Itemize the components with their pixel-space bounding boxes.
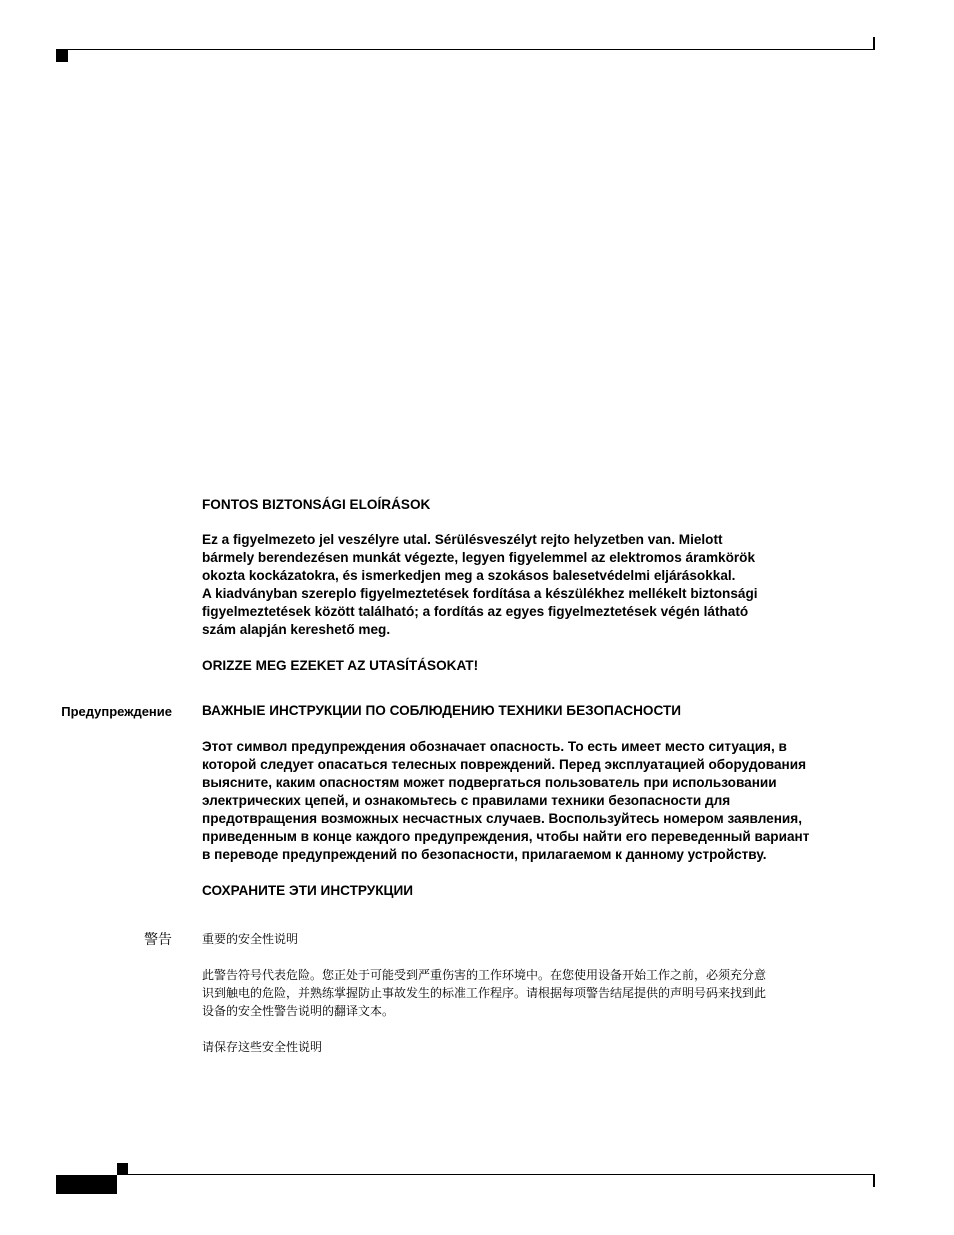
header-rule xyxy=(56,49,875,50)
footer-page-tab xyxy=(56,1175,117,1194)
chinese-closing: 请保存这些安全性说明 xyxy=(202,1040,323,1054)
hungarian-body: Ez a figyelmezeto jel veszélyre utal. Sérülésveszélyt rejto helyzetben van. Mielott bármely berendezésen munkát végezte, legyen figyelemmel az elektromos áramkörök okozta kockázatokra, és ismerkedjen meg a szokásos balesetvédelmi eljárásokkal. A kiadványban szereplo figyelmeztetések fordítása a készülékhez mellékelt biztonsági figyelmeztetések között található; a fordítás az egyes figyelmeztetések végén látható szám alapján kereshető meg. xyxy=(202,532,758,637)
footer-tick xyxy=(873,1175,875,1187)
hungarian-title: FONTOS BIZTONSÁGI ELOÍRÁSOK xyxy=(202,497,431,512)
footer-mark-small xyxy=(117,1163,128,1174)
header-corner-mark xyxy=(56,50,68,62)
chinese-body: 此警告符号代表危险。您正处于可能受到严重伤害的工作环境中。在您使用设备开始工作之前，必须充分意 识到触电的危险，并熟练掌握防止事故发生的标准工作程序。请根据每项警告结尾提供的声明号码来找到此 设备的安全性警告说明的翻译文本。 xyxy=(202,968,767,1018)
hungarian-closing: ORIZZE MEG EZEKET AZ UTASÍTÁSOKAT! xyxy=(202,658,479,673)
chinese-title: 重要的安全性说明 xyxy=(202,932,299,946)
footer-rule xyxy=(117,1174,875,1175)
chinese-warning-label: 警告 xyxy=(144,932,172,948)
russian-title: ВАЖНЫЕ ИНСТРУКЦИИ ПО СОБЛЮДЕНИЮ ТЕХНИКИ БЕЗОПАСНОСТИ xyxy=(202,703,682,718)
russian-closing: СОХРАНИТЕ ЭТИ ИНСТРУКЦИИ xyxy=(202,883,414,898)
russian-body: Этот символ предупреждения обозначает опасность. То есть имеет место ситуация, в которой следует опасаться телесных повреждений. Перед эксплуатацией оборудования выясните, каким опасностям может подвергаться пользователь при использовании электрических цепей, и ознакомьтесь с правилами техники безопасности для предотвращения возможных несчастных случаев. Воспользуйтесь номером заявления, приведенным в конце каждого предупреждения, чтобы найти его переведенный вариант в переводе предупреждений по безопасности, прилагаемом к данному устройству. xyxy=(202,739,810,862)
russian-warning-label: Предупреждение xyxy=(61,704,172,719)
header-tick xyxy=(873,37,875,50)
